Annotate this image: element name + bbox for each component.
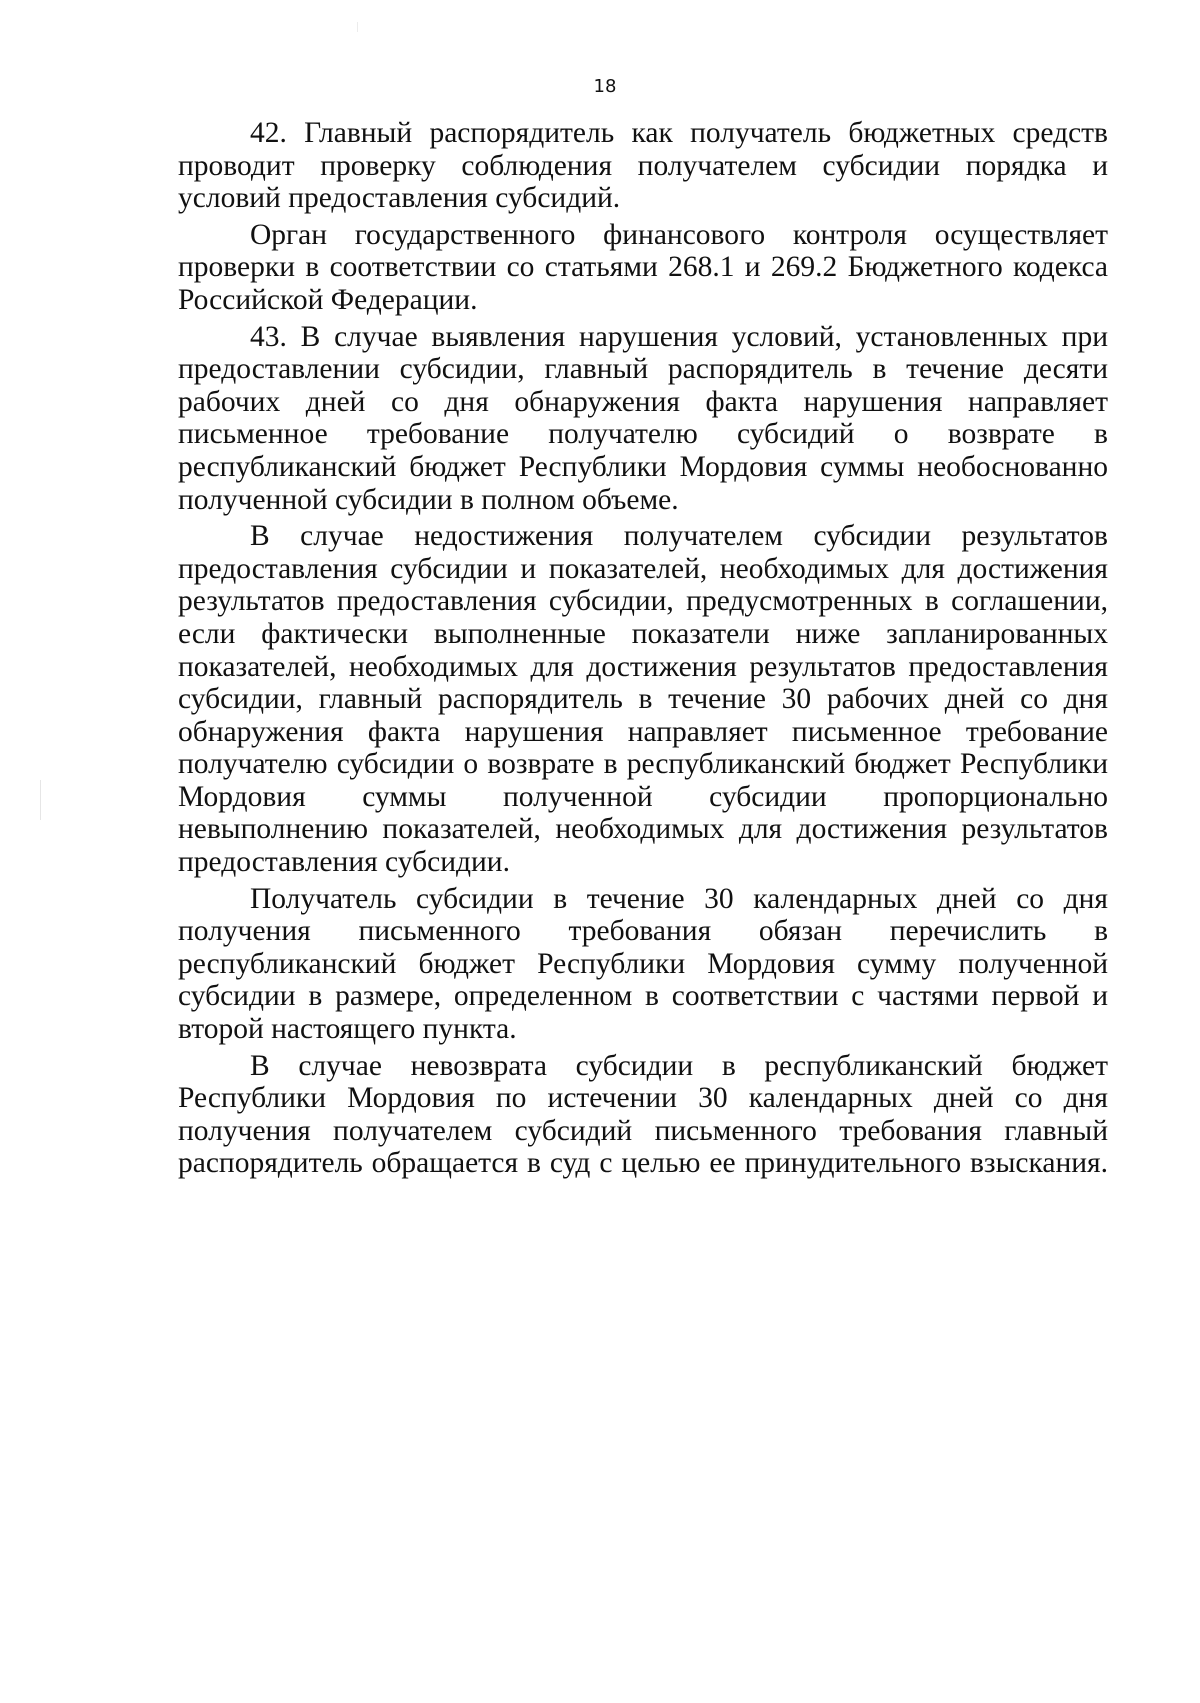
- document-body: [178, 117, 1108, 1184]
- scan-artifact: [357, 22, 358, 32]
- paragraph-42: 42. Главный распорядитель как получатель бюджетных средств проводит проверку соблюдения получателем субсидии порядка и условий предоставления субсидий.: [178, 117, 1108, 215]
- paragraph-43: 43. В случае выявления нарушения условий, установленных при предоставлении субсидии, главный распорядитель в течение десяти рабочих дней со дня обнаружения факта нарушения направляет письменное требование получателю субсидий о возврате в республиканский бюджет Республики Мордовия суммы необоснованно полученной субсидии в полном объеме.: [178, 320, 1108, 516]
- paragraph-non-achievement: В случае недостижения получателем субсидии результатов предоставления субсидии и показателей, необходимых для достижения результатов предоставления субсидии, предусмотренных в соглашении, если фактически выполненные показатели ниже запланированных показателей, необходимых для достижения результатов предоставления субсидии, главный распорядитель в течение 30 рабочих дней со дня обнаружения факта нарушения направляет письменное требование получателю субсидии о возврате в республиканский бюджет Республики Мордовия суммы полученной субсидии пропорционально невыполнению показателей, необходимых для достижения результатов предоставления субсидии.: [178, 520, 1108, 879]
- paragraph-non-return: В случае невозврата субсидии в республиканский бюджет Республики Мордовия по истечении 30 календарных дней со дня получения получателем субсидий письменного требования главный распорядитель обращается в суд с целью ее принудительного взыскания.: [178, 1049, 1108, 1180]
- paragraph-control-body: Орган государственного финансового контроля осуществляет проверки в соответствии со статьями 268.1 и 269.2 Бюджетного кодекса Российской Федерации.: [178, 218, 1108, 316]
- page-number: 18: [593, 76, 617, 97]
- scan-artifact: [40, 780, 41, 820]
- paragraph-refund-obligation: Получатель субсидии в течение 30 календарных дней со дня получения письменного требования обязан перечислить в республиканский бюджет Республики Мордовия сумму полученной субсидии в размере, определенном в соответствии с частями первой и второй настоящего пункта.: [178, 882, 1108, 1046]
